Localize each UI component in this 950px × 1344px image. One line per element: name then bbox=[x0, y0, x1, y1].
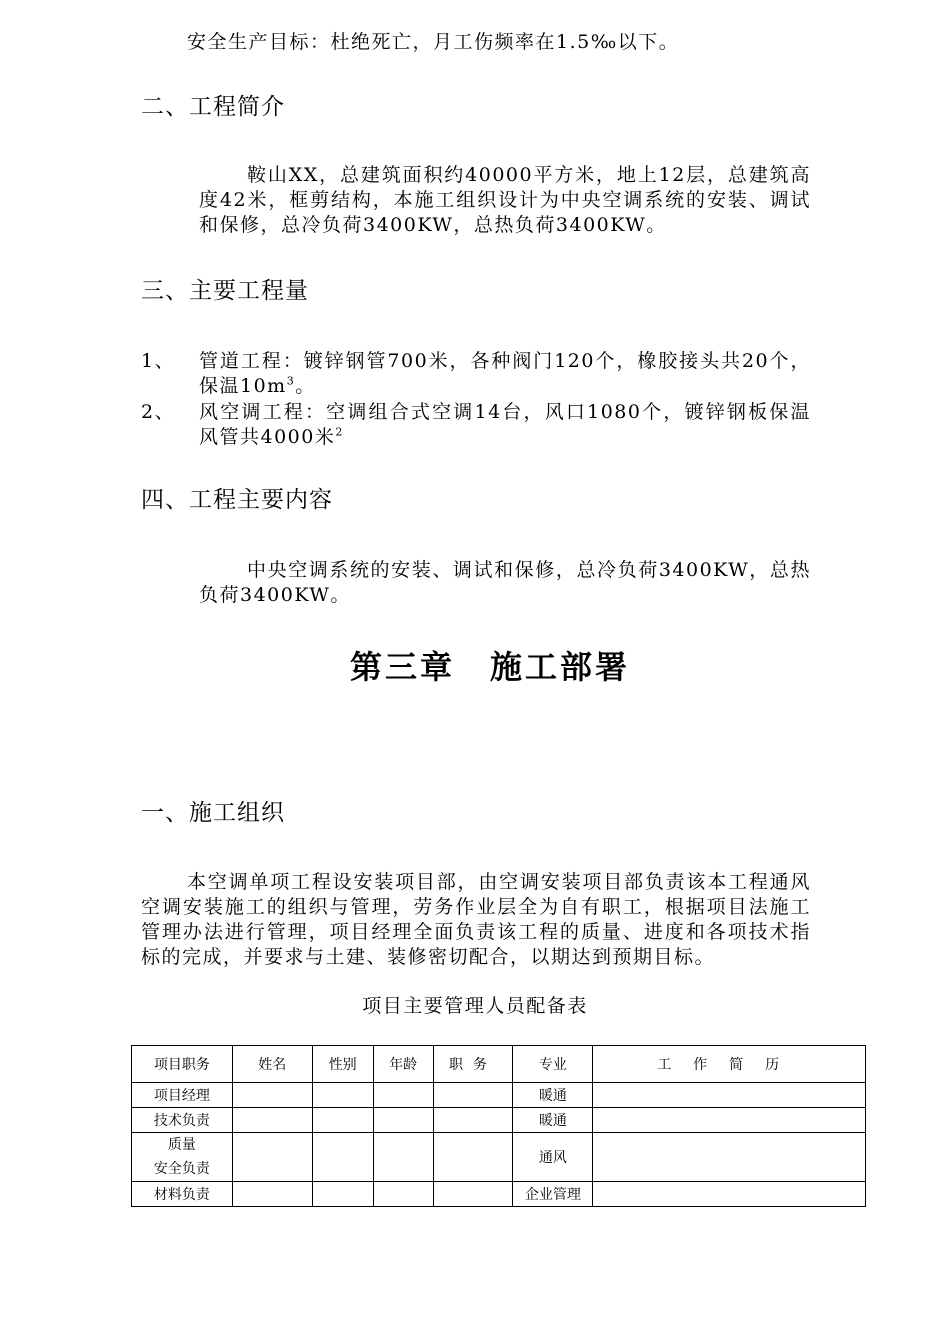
age-cell bbox=[373, 1133, 433, 1182]
header-cell-resume: 工作简历 bbox=[593, 1046, 866, 1083]
chapter-title: 第三章 施工部署 bbox=[349, 648, 630, 686]
name-cell bbox=[232, 1108, 312, 1133]
major-cell: 暖通 bbox=[513, 1083, 593, 1108]
header-cell-role: 项目职务 bbox=[132, 1046, 233, 1083]
staff-table bbox=[131, 1045, 866, 1207]
name-cell bbox=[232, 1182, 312, 1207]
organization-paragraph: 本空调单项工程设安装项目部，由空调安装项目部负责该本工程通风空调安装施工的组织与管理，劳务作业层全为自有职工，根据项目法施工管理办法进行管理，项目经理全面负责该工程的质量、进度和各项技术指标的完成，并要求与土建、装修密切配合，以期达到预期目标。 bbox=[141, 871, 811, 968]
quantity-item-2-number: 2、 bbox=[141, 401, 176, 423]
safety-goal-text: 安全生产目标：杜绝死亡，月工伤频率在1.5‰以下。 bbox=[187, 31, 680, 53]
title-cell bbox=[433, 1083, 513, 1108]
table-row bbox=[132, 1182, 866, 1207]
quantity-item-1-number: 1、 bbox=[141, 350, 176, 372]
age-cell bbox=[373, 1083, 433, 1108]
table-caption: 项目主要管理人员配备表 bbox=[362, 995, 588, 1017]
table-row bbox=[132, 1108, 866, 1133]
title-cell bbox=[433, 1133, 513, 1182]
major-cell: 企业管理 bbox=[513, 1182, 593, 1207]
role-cell: 技术负责 bbox=[132, 1108, 233, 1133]
table-header-row bbox=[132, 1046, 866, 1083]
role-cell: 项目经理 bbox=[132, 1083, 233, 1108]
name-cell bbox=[232, 1083, 312, 1108]
quantity-item-1-text: 管道工程：镀锌钢管700米，各种阀门120个，橡胶接头共20个，保温$10m^3$。 bbox=[199, 350, 811, 397]
role-cell bbox=[132, 1133, 233, 1182]
section-heading-organization: 一、施工组织 bbox=[141, 800, 285, 826]
gender-cell bbox=[312, 1133, 373, 1182]
gender-cell bbox=[312, 1108, 373, 1133]
resume-cell bbox=[593, 1182, 866, 1207]
header-cell-gender: 性别 bbox=[312, 1046, 373, 1083]
major-cell: 暖通 bbox=[513, 1108, 593, 1133]
resume-cell bbox=[593, 1083, 866, 1108]
resume-cell bbox=[593, 1108, 866, 1133]
project-intro-paragraph: 鞍山XX，总建筑面积约40000平方米，地上12层，总建筑高度42米，框剪结构，本施工组织设计为中央空调系统的安装、调试和保修，总冷负荷3400KW，总热负荷3400KW。 bbox=[199, 164, 811, 236]
gender-cell bbox=[312, 1182, 373, 1207]
table-row bbox=[132, 1083, 866, 1108]
gender-cell bbox=[312, 1083, 373, 1108]
header-cell-age: 年龄 bbox=[373, 1046, 433, 1083]
table-row bbox=[132, 1133, 866, 1182]
title-cell bbox=[433, 1182, 513, 1207]
role-line-1: 质量 bbox=[167, 1137, 196, 1153]
section-heading-main-quantities: 三、主要工程量 bbox=[141, 278, 309, 304]
role-cell: 材料负责 bbox=[132, 1182, 233, 1207]
section-heading-main-content: 四、工程主要内容 bbox=[141, 487, 333, 513]
main-content-paragraph: 中央空调系统的安装、调试和保修，总冷负荷3400KW，总热负荷3400KW。 bbox=[199, 559, 811, 606]
header-cell-major: 专业 bbox=[513, 1046, 593, 1083]
role-line-2: 安全负责 bbox=[153, 1161, 210, 1177]
title-cell bbox=[433, 1108, 513, 1133]
quantity-item-2-text: 风空调工程：空调组合式空调14台，风口1080个，镀锌钢板保温风管共4000米$^2$ bbox=[199, 401, 811, 448]
age-cell bbox=[373, 1108, 433, 1133]
major-cell: 通风 bbox=[513, 1133, 593, 1182]
resume-cell bbox=[593, 1133, 866, 1182]
name-cell bbox=[232, 1133, 312, 1182]
age-cell bbox=[373, 1182, 433, 1207]
section-heading-project-intro: 二、工程简介 bbox=[141, 94, 285, 120]
header-cell-title: 职务 bbox=[433, 1046, 513, 1083]
header-cell-name: 姓名 bbox=[232, 1046, 312, 1083]
